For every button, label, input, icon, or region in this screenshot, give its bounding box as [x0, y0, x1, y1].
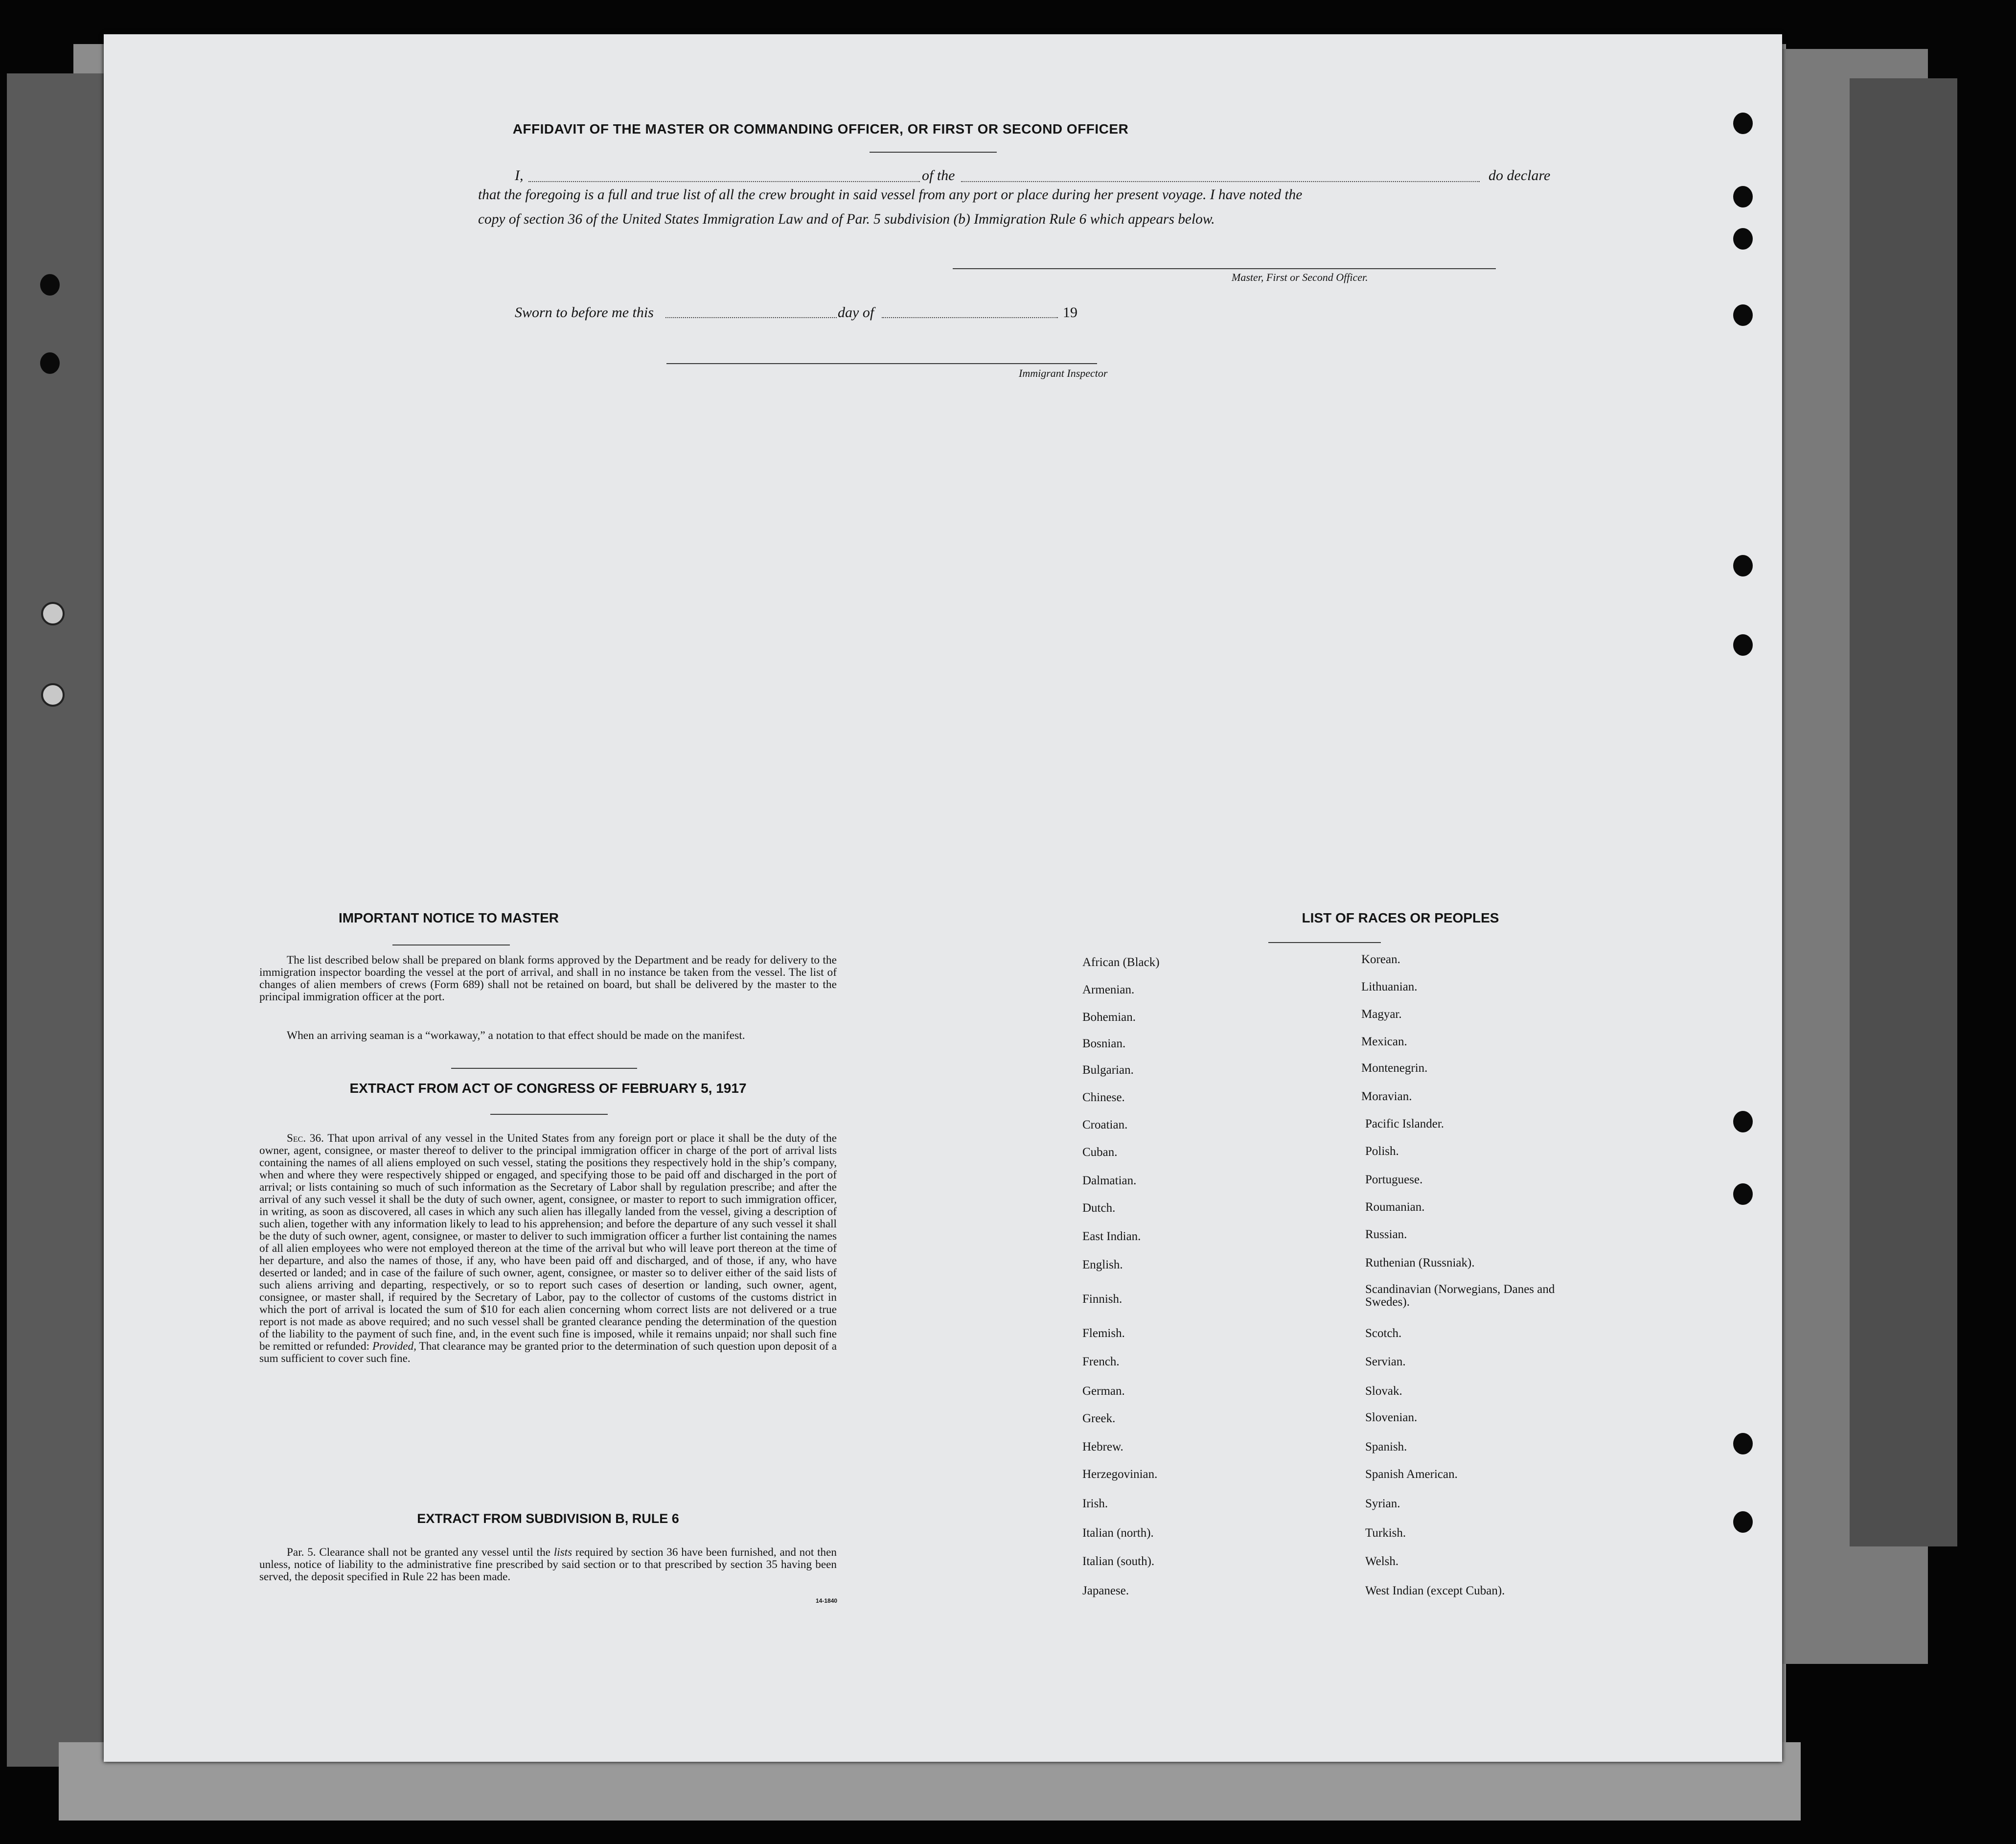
race-item: Portuguese.: [1365, 1173, 1423, 1186]
punch-hole: [1733, 555, 1753, 576]
race-item: Japanese.: [1082, 1584, 1129, 1597]
affidavit-of-the-label: of the: [922, 167, 955, 184]
signature-line: [953, 268, 1496, 269]
race-item: Servian.: [1365, 1355, 1406, 1368]
affidavit-i-label: I,: [515, 167, 524, 184]
punch-hole: [40, 274, 60, 296]
punch-hole: [1733, 186, 1753, 207]
provided-label: Provided,: [372, 1340, 416, 1353]
extract-act-divider: [490, 1114, 608, 1115]
race-item: Armenian.: [1082, 983, 1135, 996]
race-item: Scandinavian (Norwegians, Danes and Swedes).: [1365, 1283, 1555, 1309]
inspector-signature-line: [666, 363, 1097, 364]
races-title: LIST OF RACES OR PEOPLES: [1302, 910, 1499, 925]
signature-label: Master, First or Second Officer.: [1232, 271, 1368, 283]
sworn-day-of-label: day of: [838, 304, 874, 321]
rule-lists-word: lists: [553, 1546, 573, 1559]
race-item: Polish.: [1365, 1145, 1399, 1158]
extract-rule-title: EXTRACT FROM SUBDIVISION B, RULE 6: [417, 1511, 679, 1526]
race-item: German.: [1082, 1384, 1125, 1398]
rule-text-b: required by section 36 have been furnished, and not then unless, notice of liability to the administrative fine prescribed by said section or to that prescribed by section 35 having been served, the deposit specified in Rule 22 has been made.: [259, 1546, 837, 1583]
race-item: Spanish.: [1365, 1440, 1407, 1453]
notice-paragraph: [259, 1030, 837, 1042]
race-item: Ruthenian (Russniak).: [1365, 1256, 1475, 1269]
race-item: Syrian.: [1365, 1497, 1400, 1510]
race-item: Welsh.: [1365, 1555, 1399, 1568]
race-item: Bulgarian.: [1082, 1063, 1134, 1077]
race-item: French.: [1082, 1355, 1120, 1368]
race-item: Mexican.: [1361, 1035, 1407, 1048]
race-item: Hebrew.: [1082, 1440, 1123, 1453]
race-item: Turkish.: [1365, 1526, 1406, 1540]
extract-act-paragraph: [259, 1132, 837, 1365]
notice-paragraph-text: When an arriving seaman is a “workaway,” a notation to that effect should be made on the manifest.: [287, 1029, 745, 1042]
race-item: Roumanian.: [1365, 1200, 1425, 1214]
race-item: Scotch.: [1365, 1327, 1402, 1340]
race-item: Italian (north).: [1082, 1526, 1154, 1540]
form-number: 14-1840: [816, 1597, 838, 1604]
race-item: Dutch.: [1082, 1201, 1116, 1215]
affidavit-declare-label: do declare: [1489, 167, 1551, 184]
binder-hole: [41, 602, 65, 625]
punch-hole: [1733, 1511, 1753, 1533]
punch-hole: [1733, 113, 1753, 134]
punch-hole: [1733, 304, 1753, 326]
extract-act-title: EXTRACT FROM ACT OF CONGRESS OF FEBRUARY 5, 1917: [349, 1081, 747, 1096]
race-item: Bosnian.: [1082, 1037, 1126, 1050]
race-item: Slovenian.: [1365, 1411, 1418, 1424]
punch-hole: [1733, 1433, 1753, 1454]
affidavit-statement-line: that the foregoing is a full and true list of all the crew brought in said vessel from any port or place during her present voyage. I have noted the: [478, 187, 1303, 203]
punch-hole: [1733, 228, 1753, 250]
race-item: East Indian.: [1082, 1230, 1141, 1243]
sworn-year-prefix: 19: [1063, 304, 1077, 321]
race-item: Korean.: [1361, 953, 1400, 966]
race-item: Finnish.: [1082, 1292, 1123, 1306]
underlying-page-edge-far-right: [1850, 78, 1957, 1546]
race-item: Lithuanian.: [1361, 980, 1418, 993]
race-item: Moravian.: [1361, 1090, 1412, 1103]
sworn-day-line: [665, 317, 837, 318]
binder-hole: [41, 683, 65, 707]
notice-title: IMPORTANT NOTICE TO MASTER: [338, 910, 559, 925]
punch-hole: [1733, 1183, 1753, 1205]
punch-hole: [1733, 1111, 1753, 1132]
manifest-page: [104, 34, 1782, 1762]
section-36-text: That upon arrival of any vessel in the United States from any foreign port or place it shall be the duty of the owner, agent, consignee, or master thereof to deliver to the principal immigration officer in charge of the port of arrival lists containing the names of all aliens employed on such vessel, stating the positions they respectively hold in the ship’s company, when and where they were respectively shipped or engaged, and specifying those to be paid off and discharged in the port of arrival; or lists containing so much of such information as the Secretary of Labor shall by regulation prescribe; and after the arrival of any such vessel it shall be the duty of such owner, agent, consignee, or master to report to such immigration officer, in writing, as soon as discovered, all cases in which any such alien has illegally landed from the vessel, giving a description of such alien, together with any information likely to lead to his apprehension; and before the departure of any such vessel it shall be the duty of such owner, agent, consignee, or master to deliver to such immigration officer a further list containing the names of all alien employees who were not employed thereon at the time of the arrival but who will leave port thereon at the time of her departure, and also the names of those, if any, who have been paid off and discharged, and of those, if any, who have deserted or landed; and in case of the failure of such owner, agent, consignee, or master so to deliver either of the said lists of such aliens arriving and departing, respectively, or so to report such cases of desertion or landing, such owner, agent, consignee, or master shall, if required by the Secretary of Labor, pay to the collector of customs of the customs district in which the port of arrival is located the sum of $10 for each alien concerning whom correct lists are not delivered or a true report is not made as above required; and no such vessel shall be granted clearance pending the determination of the question of the liability to the payment of such fine, and, in the event such fine is imposed, while it remains unpaid; nor shall such fine be remitted or refunded:: [259, 1132, 837, 1353]
race-item: West Indian (except Cuban).: [1365, 1584, 1505, 1597]
section-36-text-end: That clearance may be granted prior to the determination of such question upon deposit of a sum sufficient to cover such fine.: [259, 1340, 837, 1365]
extract-rule-paragraph: [259, 1546, 837, 1583]
race-item: Cuban.: [1082, 1146, 1118, 1159]
race-item: Croatian.: [1082, 1118, 1128, 1131]
punch-hole: [1733, 634, 1753, 656]
race-item: Herzegovinian.: [1082, 1468, 1158, 1481]
race-item: Greek.: [1082, 1412, 1116, 1425]
rule-text-a: Par. 5. Clearance shall not be granted any vessel until the: [287, 1546, 550, 1559]
sworn-month-line: [882, 317, 1058, 318]
master-name-line: [528, 181, 920, 182]
race-item: Magyar.: [1361, 1008, 1402, 1021]
section-divider: [451, 1068, 637, 1069]
race-item: English.: [1082, 1258, 1123, 1271]
title-divider: [870, 152, 997, 153]
race-item: Pacific Islander.: [1365, 1117, 1444, 1130]
race-item: Dalmatian.: [1082, 1174, 1137, 1187]
vessel-name-line: [961, 181, 1480, 182]
race-item: Flemish.: [1082, 1327, 1125, 1340]
race-item: Russian.: [1365, 1228, 1407, 1241]
race-item: Spanish American.: [1365, 1468, 1458, 1481]
affidavit-title: AFFIDAVIT OF THE MASTER OR COMMANDING OFFICER, OR FIRST OR SECOND OFFICER: [512, 121, 1129, 137]
race-item: Irish.: [1082, 1497, 1108, 1510]
inspector-label: Immigrant Inspector: [1019, 367, 1108, 379]
race-item: Chinese.: [1082, 1091, 1125, 1104]
race-item: Bohemian.: [1082, 1011, 1136, 1024]
race-item: Slovak.: [1365, 1384, 1402, 1398]
notice-paragraph-text: The list described below shall be prepared on blank forms approved by the Department and be ready for delivery to the immigration inspector boarding the vessel at the port of arrival, and shall in no instance be taken from the vessel. The list of changes of alien members of crews (Form 689) shall not be retained on board, but shall be delivered by the master to the principal immigration officer at the port.: [259, 954, 837, 1003]
race-item: Italian (south).: [1082, 1555, 1155, 1568]
notice-paragraph: [259, 954, 837, 1003]
section-36-label: Sec. 36.: [287, 1132, 324, 1145]
race-item: Montenegrin.: [1361, 1061, 1428, 1075]
races-divider: [1268, 942, 1381, 943]
punch-hole: [40, 352, 60, 374]
race-item: African (Black): [1082, 956, 1160, 969]
sworn-label: Sworn to before me this: [515, 304, 654, 321]
affidavit-statement-line: copy of section 36 of the United States Immigration Law and of Par. 5 subdivision (b) Immigration Rule 6 which appears below.: [478, 211, 1215, 227]
